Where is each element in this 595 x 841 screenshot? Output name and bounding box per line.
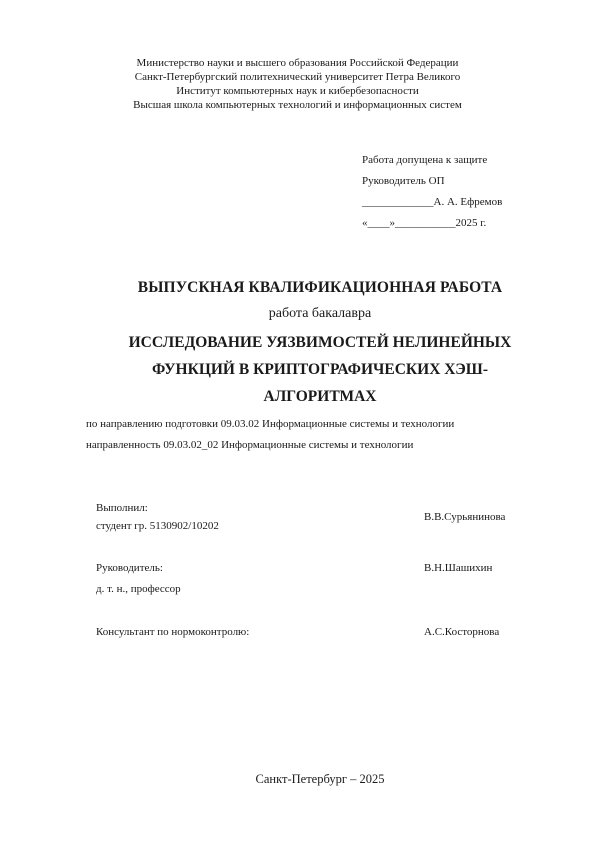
footer-city-year: Санкт-Петербург – 2025 — [255, 772, 385, 786]
consultant-name: А.С.Косторнова — [424, 626, 500, 638]
ministry-name: Министерство науки и высшего образования Российской Федерации — [136, 57, 459, 69]
consultant-label: Консультант по нормоконтролю: — [96, 626, 250, 638]
supervisor-name: В.Н.Шашихин — [424, 562, 493, 574]
university-name: Санкт-Петербургский политехнический университет Петра Великого — [134, 71, 461, 83]
work-direction: по направлению подготовки 09.03.02 Информационные системы и технологии — [86, 418, 455, 430]
approval-head-signature: _____________А. А. Ефремов — [362, 196, 503, 208]
supervisor-label: Руководитель: — [96, 562, 163, 574]
approval-admitted: Работа допущена к защите — [362, 154, 488, 166]
institute-name: Институт компьютерных наук и кибербезопасности — [176, 85, 419, 97]
author-label: Выполнил: — [96, 502, 148, 514]
approval-head-label: Руководитель ОП — [362, 175, 445, 187]
work-subtype: работа бакалавра — [268, 306, 372, 321]
author-group: студент гр. 5130902/10202 — [96, 520, 219, 532]
work-title-line-2: ФУНКЦИЙ В КРИПТОГРАФИЧЕСКИХ ХЭШ- — [152, 361, 488, 378]
school-name: Высшая школа компьютерных технологий и информационных систем — [133, 99, 462, 111]
work-type: ВЫПУСКНАЯ КВАЛИФИКАЦИОННАЯ РАБОТА — [137, 279, 503, 296]
work-profile: направленность 09.03.02_02 Информационные системы и технологии — [86, 439, 414, 451]
work-title-line-3: АЛГОРИТМАХ — [263, 388, 377, 405]
approval-date-line: «____»___________2025 г. — [362, 217, 487, 229]
work-title-line-1: ИССЛЕДОВАНИЕ УЯЗВИМОСТЕЙ НЕЛИНЕЙНЫХ — [128, 334, 512, 351]
supervisor-degree: д. т. н., профессор — [96, 583, 181, 595]
author-name: В.В.Сурьянинова — [424, 511, 506, 523]
